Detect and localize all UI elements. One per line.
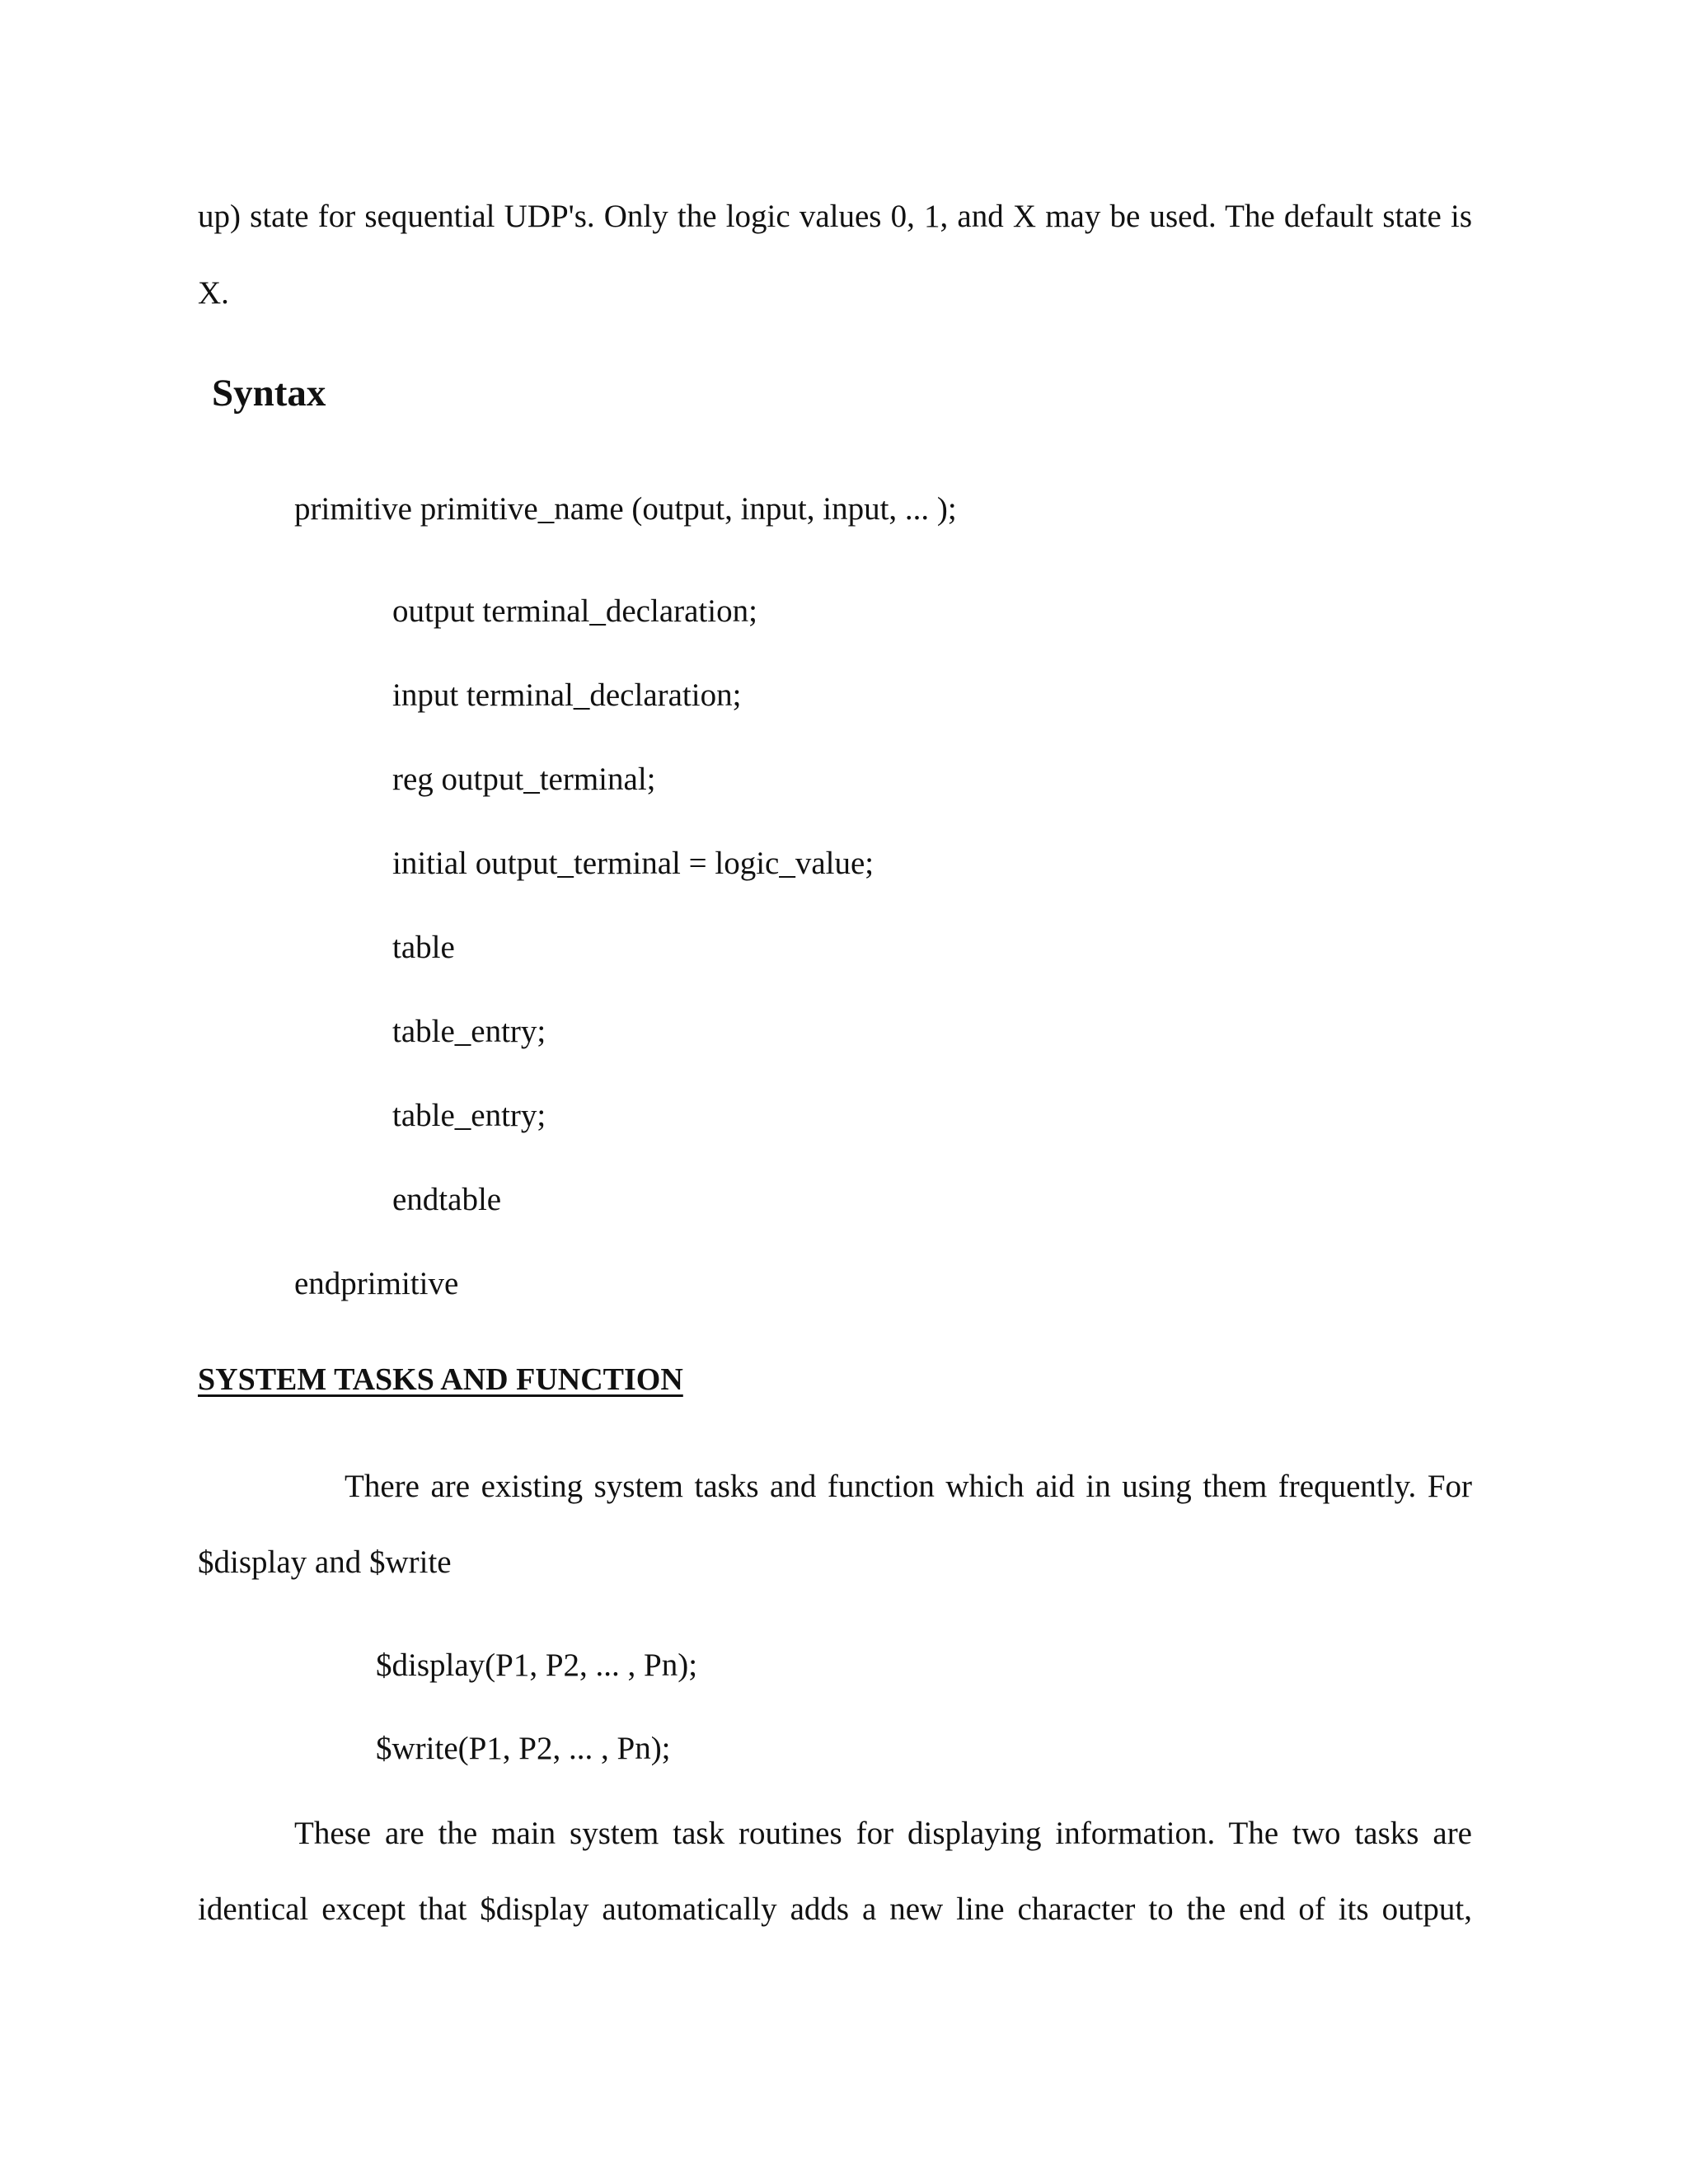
- syntax-body-line: table_entry;: [392, 1098, 546, 1133]
- intro-line-1: up) state for sequential UDP's. Only the logic values 0, 1, and X may be used. The default state is: [198, 199, 1472, 234]
- syntax-body-line: initial output_terminal = logic_value;: [392, 846, 874, 881]
- paragraph2-line-2: identical except that $display automatically adds a new line character to the end of its output,: [198, 1891, 1472, 1927]
- code-line-display: $display(P1, P2, ... , Pn);: [376, 1647, 698, 1683]
- syntax-body-line: endtable: [392, 1182, 502, 1217]
- syntax-body-line: table_entry;: [392, 1014, 546, 1049]
- syntax-end-line: endprimitive: [294, 1266, 459, 1301]
- syntax-body-line: input terminal_declaration;: [392, 677, 742, 713]
- syntax-body-line: output terminal_declaration;: [392, 593, 757, 629]
- syntax-primitive-line: primitive primitive_name (output, input, input, ... );: [294, 491, 957, 527]
- syntax-body-line: table: [392, 930, 455, 965]
- paragraph2-line-1: These are the main system task routines for displaying information. The two tasks are: [294, 1816, 1472, 1851]
- paragraph1-line-2: $display and $write: [198, 1544, 452, 1580]
- syntax-heading: Syntax: [212, 372, 326, 415]
- code-line-write: $write(P1, P2, ... , Pn);: [376, 1731, 671, 1766]
- section-heading: SYSTEM TASKS AND FUNCTION: [198, 1362, 683, 1397]
- syntax-body-line: reg output_terminal;: [392, 762, 656, 797]
- intro-line-2: X.: [198, 275, 229, 311]
- paragraph1-line-1: There are existing system tasks and function which aid in using them frequently. For: [345, 1469, 1472, 1504]
